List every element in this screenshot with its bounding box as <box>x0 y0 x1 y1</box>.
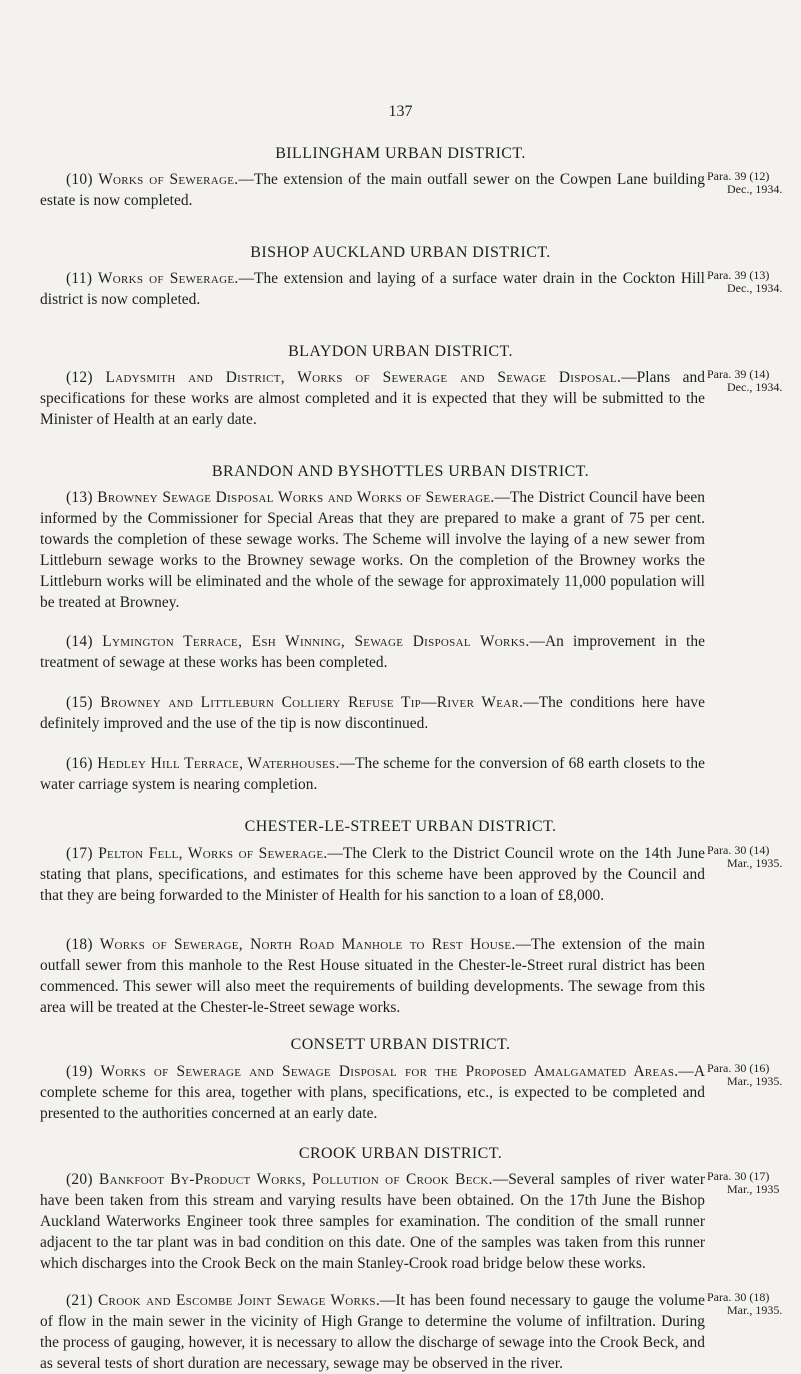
paragraph-text: —The District Council have been informed by the Commissioner for Special Areas that they are prepared to make a grant of 75 per cent. towards the completion of these sewage works. The Scheme will involve the laying of a new sewer from Littleburn sewage works to the Browney sewage works. On the completion of the Browney works the Littleburn works will be eliminated and the whole of the sewage for approximately 11,000 population will be treated at Browney. <box>40 489 706 611</box>
section-heading: BILLINGHAM URBAN DISTRICT. <box>275 145 526 162</box>
paragraph-lead: (14) Lymington Terrace, Esh Winning, Sewage Disposal Works. <box>66 633 530 650</box>
reference-date: Dec., 1934. <box>727 380 783 394</box>
paragraph-lead: (11) Works of Sewerage. <box>66 270 239 287</box>
paragraph-lead: (12) Ladysmith and District, Works of Sewerage and Sewage Disposal. <box>66 369 622 386</box>
section-heading: BISHOP AUCKLAND URBAN DISTRICT. <box>250 244 551 261</box>
reference-date: Dec., 1934. <box>727 281 783 295</box>
margin-reference <box>707 1291 799 1315</box>
paragraph-lead: (20) Bankfoot By-Product Works, Pollution of Crook Beck. <box>66 1171 493 1188</box>
margin-reference <box>707 269 799 295</box>
section-heading: CROOK URBAN DISTRICT. <box>298 1145 503 1162</box>
paragraph-text: —The conditions here have definitely improved and the use of the tip is now discontinued. <box>40 694 705 732</box>
margin-reference <box>707 844 799 870</box>
paragraph-text: —Plans and specifications for these works are almost completed and it is expected that they will be submitted to the Minister of Health at an early date. <box>40 369 706 428</box>
paragraph <box>40 753 705 795</box>
reference-para: Para. 39 (13) <box>707 268 770 282</box>
paragraph-lead: (19) Works of Sewerage and Sewage Disposal for the Proposed Amalgamated Areas. <box>66 1063 679 1080</box>
reference-date: Mar., 1935. <box>727 856 783 870</box>
paragraph <box>40 934 705 1018</box>
margin-reference <box>707 1170 799 1196</box>
margin-reference <box>707 1062 799 1088</box>
paragraph-lead: (16) Hedley Hill Terrace, Waterhouses. <box>66 755 340 772</box>
margin-reference <box>707 170 799 196</box>
paragraph <box>40 367 705 430</box>
paragraph-text: —The Clerk to the District Council wrote on the 14th June stating that plans, specifications, and estimates for this scheme have been approved by the Council and that they are being forwarded to the Minister of Health for his sanction to a loan of £8,000. <box>40 845 706 904</box>
reference-para: Para. 30 (14) <box>707 843 770 857</box>
paragraph <box>40 1169 705 1274</box>
reference-para: Para. 39 (12) <box>707 169 770 183</box>
paragraph-lead: (15) Browney and Littleburn Colliery Refuse Tip—River Wear. <box>66 694 524 711</box>
reference-para: Para. 30 (16) <box>707 1061 770 1075</box>
reference-date: Mar., 1935. <box>727 1074 783 1088</box>
reference-para: Para. 30 (18) <box>707 1290 770 1304</box>
reference-para: Para. 30 (17) <box>707 1169 770 1183</box>
paragraph <box>40 268 705 310</box>
page-number: 137 <box>388 103 413 120</box>
paragraph-lead: (21) Crook and Escombe Joint Sewage Works. <box>66 1292 381 1309</box>
paragraph-text: —The extension of the main outfall sewer from this manhole to the Rest House situated in the Chester-le-Street rural district has been commenced. This sewer will also meet the requirements of building developments. The sewage from this area will be treated at the Chester-le-Street sewage works. <box>40 936 705 1016</box>
paragraph <box>40 843 705 906</box>
reference-date: Dec., 1934. <box>727 182 783 196</box>
section-heading: CONSETT URBAN DISTRICT. <box>290 1036 511 1053</box>
reference-date: Mar., 1935. <box>727 1303 783 1317</box>
paragraph <box>40 169 705 211</box>
paragraph-text: —It has been found necessary to gauge the volume of flow in the main sewer in the vicinity of High Grange to determine the volume of infiltration. During the process of gauging, however, it is necessary to allow the discharge of sewage into the Crook Beck, and as several tests of short duration are necessary, sewage may be observed in the river. <box>40 1292 706 1372</box>
paragraph-text: —The extension and laying of a surface water drain in the Cockton Hill district is now completed. <box>40 270 705 308</box>
paragraph-text: —The scheme for the conversion of 68 earth closets to the water carriage system is nearing completion. <box>40 755 705 793</box>
paragraph-text: —The extension of the main outfall sewer on the Cowpen Lane building estate is now completed. <box>40 171 705 209</box>
paragraph-text: —A complete scheme for this area, together with plans, specifications, etc., is expected to be completed and presented to the authorities concerned at an early date. <box>40 1063 705 1122</box>
paragraph-text: —Several samples of river water have been taken from this stream and varying results have been obtained. On the 17th June the Bishop Auckland Waterworks Engineer took three samples for examination. The condition of the small runner adjacent to the tar plant was in bad condition on this date. One of the samples was taken from this runner which discharges into the Crook Beck on the main Stanley-Crook road bridge below these works. <box>40 1171 705 1272</box>
reference-para: Para. 39 (14) <box>707 367 770 381</box>
paragraph <box>40 487 705 613</box>
reference-date: Mar., 1935 <box>727 1182 780 1196</box>
paragraph-lead: (10) Works of Sewerage. <box>66 171 239 188</box>
paragraph <box>40 692 705 734</box>
paragraph-text: —An improvement in the treatment of sewage at these works has been completed. <box>40 633 705 671</box>
paragraph-lead: (18) Works of Sewerage, North Road Manhole to Rest House. <box>66 936 516 953</box>
paragraph <box>40 631 705 673</box>
paragraph-lead: (17) Pelton Fell, Works of Sewerage. <box>66 845 328 862</box>
paragraph <box>40 1061 705 1124</box>
section-heading: BLAYDON URBAN DISTRICT. <box>288 343 513 360</box>
margin-reference <box>707 368 799 394</box>
section-heading: BRANDON AND BYSHOTTLES URBAN DISTRICT. <box>211 463 590 480</box>
paragraph <box>40 1290 706 1372</box>
paragraph-lead: (13) Browney Sewage Disposal Works and Works of Sewerage. <box>66 489 495 506</box>
section-heading: CHESTER-LE-STREET URBAN DISTRICT. <box>244 818 557 835</box>
